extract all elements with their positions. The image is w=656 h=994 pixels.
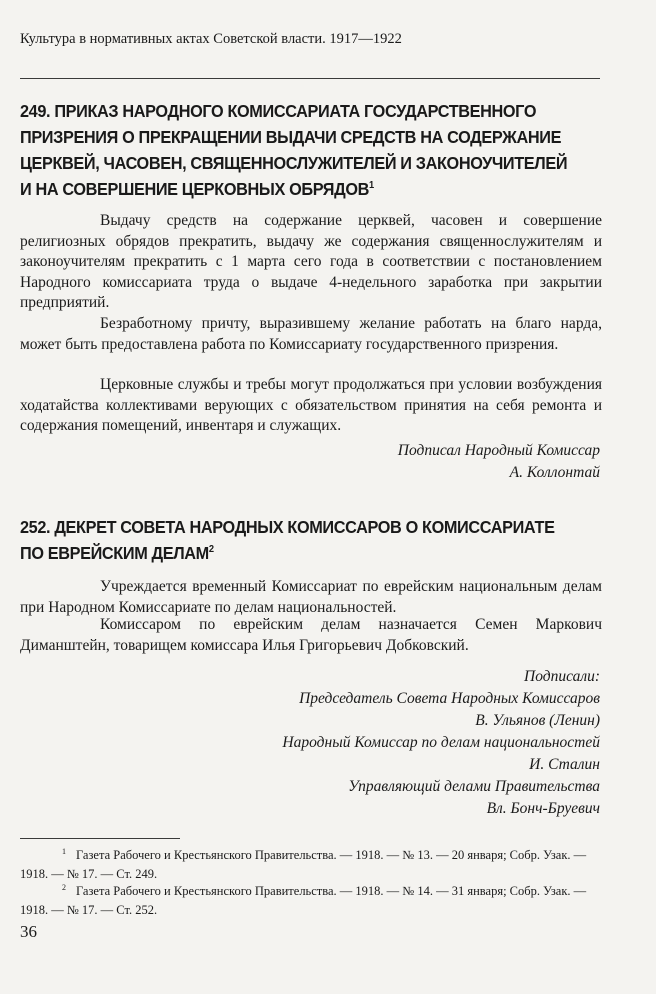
signature-line: Председатель Совета Народных Комиссаров (299, 690, 600, 707)
signature-line: И. Сталин (529, 756, 600, 773)
footnote (20, 882, 608, 920)
signature-line: Подписал Народный Комиссар (397, 442, 600, 459)
signature-line: Народный Комиссар по делам национальностей (282, 734, 600, 751)
doc252-title: 252. ДЕКРЕТ СОВЕТА НАРОДНЫХ КОМИССАРОВ О КОМИССАРИАТЕ ПО ЕВРЕЙСКИМ ДЕЛАМ (20, 517, 555, 563)
footnote-text: Газета Рабочего и Крестьянского Правительства. — 1918. — № 14. — 31 января; Собр. Узак. — 1918. — № 17. — Ст. 252. (20, 884, 587, 917)
doc249-paragraph: Безработному причту, выразившему желание работать на благо нарда, может быть предоставлена работа по Комиссариату государственного призрения. (20, 315, 602, 353)
doc252-paragraph: Комиссаром по еврейским делам назначается Семен Маркович Диманштейн, товарищем комиссара Илья Григорьевич Добковский. (20, 616, 602, 654)
doc252-signature (40, 666, 600, 820)
footnote-divider (20, 838, 180, 839)
doc252-note-ref[interactable]: 2 (208, 544, 214, 556)
signature-line: Подписали: (524, 668, 600, 685)
doc252-paragraph: Учреждается временный Комиссариат по еврейским национальным делам при Народном Комиссариате по делам национальностей. (20, 578, 602, 616)
page-number: 36 (20, 922, 37, 941)
signature-line: В. Ульянов (Ленин) (475, 712, 600, 729)
running-head: Культура в нормативных актах Советской власти. 1917—1922 (20, 31, 402, 47)
header-divider (20, 78, 600, 79)
footnote-number: 1 (62, 846, 66, 856)
doc252-heading (20, 514, 569, 566)
footnote (20, 846, 608, 884)
doc249-title: 249. ПРИКАЗ НАРОДНОГО КОМИССАРИАТА ГОСУДАРСТВЕННОГО ПРИЗРЕНИЯ О ПРЕКРАЩЕНИИ ВЫДАЧИ СРЕДСТВ НА СОДЕРЖАНИЕ ЦЕРКВЕЙ, ЧАСОВЕН, СВЯЩЕННОСЛУЖИТЕЛЕЙ И ЗАКОНОУЧИТЕЛЕЙ И НА СОВЕРШЕНИЕ ЦЕРКОВНЫХ ОБРЯДОВ (20, 101, 568, 199)
signature-line: Управляющий делами Правительства (348, 778, 600, 795)
signature-line: Вл. Бонч-Бруевич (486, 800, 600, 817)
doc249-signature (40, 440, 600, 484)
doc249-note-ref[interactable]: 1 (369, 180, 374, 192)
doc249-paragraph: Церковные службы и требы могут продолжаться при условии возбуждения ходатайства коллективами верующих с обязательством принятия на себя ремонта и содержания помещений, инвентаря и служащих. (20, 376, 602, 435)
footnote-text: Газета Рабочего и Крестьянского Правительства. — 1918. — № 13. — 20 января; Собр. Узак. — 1918. — № 17. — Ст. 249. (20, 848, 587, 881)
doc249-paragraph: Выдачу средств на содержание церквей, часовен и совершение религиозных обрядов прекратить, выдачу же содержания священнослужителям и законоучителям прекратить с 1 марта сего года в соответствии с постановлением Народного комиссариата труда о выдаче 4-недельного заработка при закрытии предприятий. (20, 212, 602, 312)
doc249-heading (20, 98, 569, 202)
signature-line: А. Коллонтай (509, 464, 600, 481)
footnote-number: 2 (62, 882, 66, 892)
